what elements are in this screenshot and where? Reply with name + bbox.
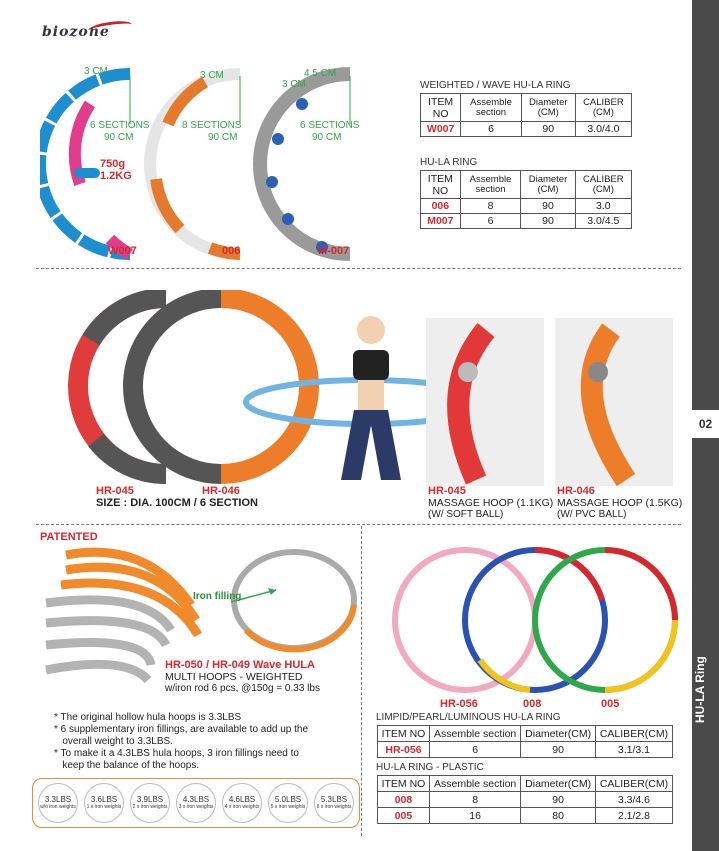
ring-006: [150, 74, 240, 254]
patented-badge: PATENTED: [40, 531, 98, 543]
massage-a-line2: (W/ SOFT BALL): [428, 509, 504, 520]
top-rings-graphic: [40, 64, 370, 264]
bullet-5: keep the balance of the hoops.: [54, 760, 200, 771]
w007-sections: 6 SECTIONS: [90, 120, 150, 131]
col-diameter: Diameter (CM): [521, 94, 575, 122]
massage-b-line1: MASSAGE HOOP (1.5KG): [557, 497, 683, 509]
bullet-2: * 6 supplementary iron fillings, are available to add up the: [54, 724, 309, 735]
model-figure: [357, 316, 385, 344]
bullet-3: overall weight to 3.3LBS.: [54, 736, 173, 747]
r006-sections: 8 SECTIONS: [182, 120, 242, 131]
table-row: M007 6 90 3.0/4.5: [421, 214, 632, 229]
m007-code: M-007: [318, 245, 350, 257]
col-item-no: ITEM NO: [421, 94, 461, 122]
weighted-table-caption: WEIGHTED / WAVE HU-LA RING: [420, 80, 571, 91]
limpid-table: ITEM NO Assemble section Diameter(CM) CALIBER(CM) HR-056 6 90 3.1/3.1: [377, 725, 673, 758]
plastic-rings-graphic: [380, 540, 680, 700]
plastic-table-caption: HU-LA RING - PLASTIC: [376, 762, 484, 773]
table-row: HR-056 6 90 3.1/3.1: [378, 742, 673, 758]
table-row: 005 16 80 2.1/2.8: [378, 808, 673, 824]
r006-code: 006: [222, 245, 241, 257]
w007-code: W007: [108, 245, 137, 257]
hula-table-caption: HU-LA RING: [420, 157, 478, 168]
logo-swoosh-icon: [87, 19, 132, 36]
weight-option: 3.3LBS w/o iron weights: [38, 783, 78, 823]
weighted-table: [420, 93, 632, 137]
massage-hoops-graphic: [36, 290, 676, 490]
divider-top: [36, 268, 681, 269]
ring-005-code: 005: [601, 698, 620, 710]
weight-option: 4.6LBS 4 x iron weights: [222, 783, 262, 823]
hr045-code: HR-045: [96, 485, 134, 497]
w007-weight-kg: 1.2KG: [100, 170, 132, 182]
divider-vertical: [361, 526, 362, 836]
table-row: 006 8 90 3.0: [421, 199, 632, 214]
hr056-code: HR-056: [440, 698, 478, 710]
massage-a-code: HR-045: [428, 485, 466, 497]
bullet-4: * To make it a 4.3LBS hula hoops, 3 iron fillings need to: [54, 748, 299, 759]
brand-logo: biozone: [42, 24, 110, 40]
weight-option: 4.3LBS 3 x iron weights: [176, 783, 216, 823]
weight-option: 5.0LBS 5 x iron weights: [268, 783, 308, 823]
page-number: 02: [692, 410, 719, 438]
weight-option: 3.9LBS 2 x iron weights: [130, 783, 170, 823]
massage-b-code: HR-046: [557, 485, 595, 497]
divider-middle: [36, 524, 681, 525]
massage-b-line2: (W/ PVC BALL): [557, 509, 627, 520]
patented-subtitle: MULTI HOOPS - WEIGHTED: [165, 671, 303, 683]
m007-top-size-1: 4.5 CM: [304, 68, 337, 79]
m007-diameter: 90 CM: [312, 132, 342, 143]
table-row: 008 8 90 3.3/4.6: [378, 792, 673, 808]
w007-diameter: 90 CM: [104, 132, 134, 143]
table-row: W007 6 90 3.0/4.0: [421, 122, 632, 137]
patented-title: HR-050 / HR-049 Wave HULA: [165, 659, 315, 671]
patented-note: w/iron rod 6 pcs, @150g = 0.33 lbs: [165, 683, 320, 694]
w007-weight-g: 750g: [100, 158, 126, 170]
r006-top-size: 3 CM: [200, 70, 224, 81]
col-assemble: Assemble section: [461, 94, 521, 122]
col-caliber: CALIBER (CM): [575, 94, 631, 122]
section-title: HU-LA Ring: [693, 656, 707, 724]
plastic-table: ITEM NO Assemble section Diameter(CM) CALIBER(CM) 008 8 90 3.3/4.6 005 16 80 2.1/2.8: [377, 775, 673, 824]
hula-table: ITEM NO Assemble section Diameter (CM) CALIBER (CM) 006 8 90 3.0 M007 6 90 3.0/4.5: [420, 170, 632, 229]
m007-top-size-2: 3 CM: [282, 79, 306, 90]
size-note: SIZE : DIA. 100CM / 6 SECTION: [96, 497, 258, 509]
bullet-1: * The original hollow hula hoops is 3.3LBS: [54, 712, 242, 723]
iron-filling-label: Iron filling: [193, 591, 242, 602]
ring-008-code: 008: [523, 698, 542, 710]
r006-diameter: 90 CM: [208, 132, 238, 143]
limpid-table-caption: LIMPID/PEARL/LUMINOUS HU-LA RING: [376, 712, 561, 723]
w007-top-size: 3 CM: [84, 66, 108, 77]
m007-sections: 6 SECTIONS: [300, 120, 360, 131]
hr046-code: HR-046: [202, 485, 240, 497]
massage-a-line1: MASSAGE HOOP (1.1KG): [428, 497, 554, 509]
weight-option: 5.3LBS 6 x iron weights: [314, 783, 354, 823]
weight-option: 3.6LBS 1 x iron weights: [84, 783, 124, 823]
